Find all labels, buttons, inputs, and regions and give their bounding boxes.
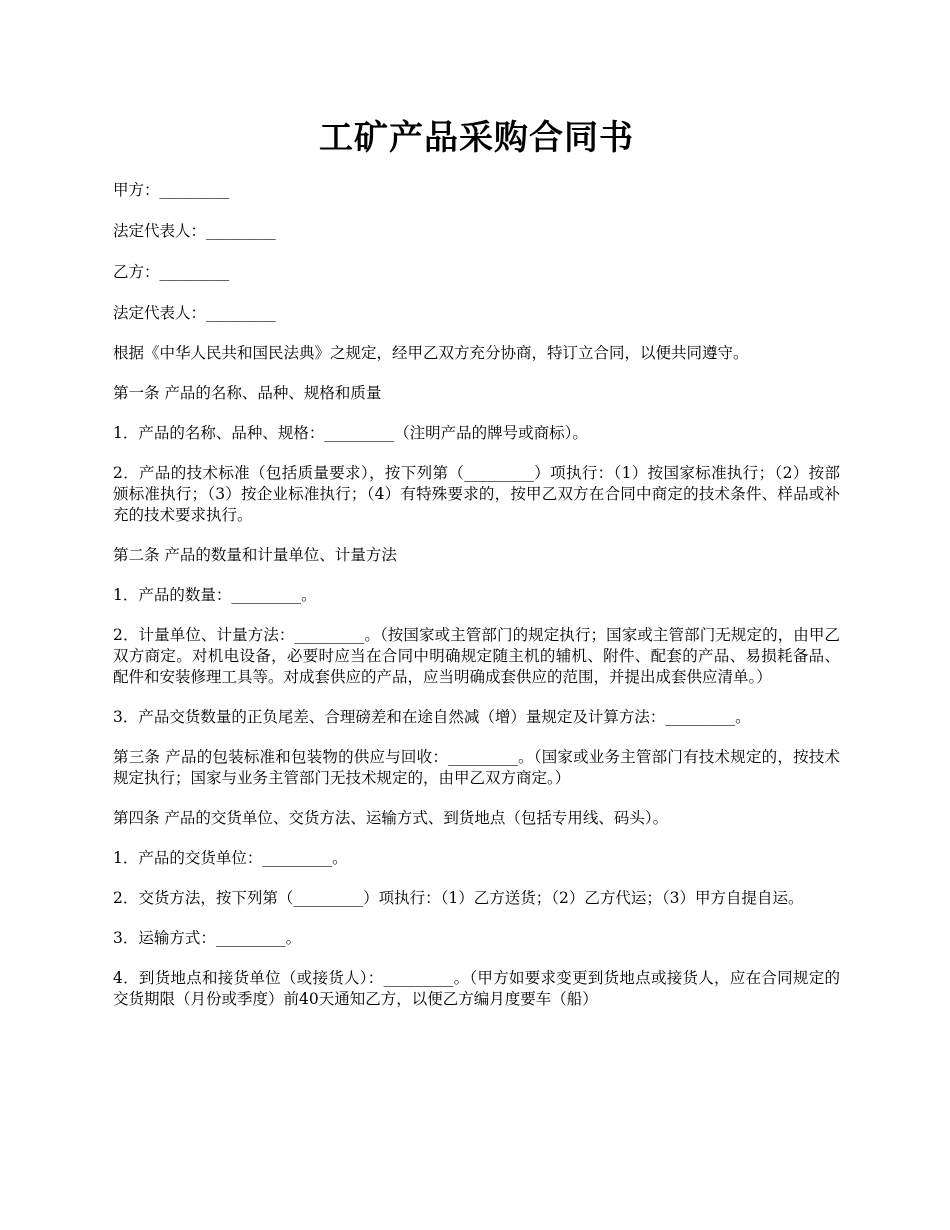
article-1-item-1: 1．产品的名称、品种、规格：_________（注明产品的牌号或商标）。 xyxy=(113,424,588,442)
party-b-representative-field: 法定代表人：_________ xyxy=(113,304,276,322)
article-4-item-2: 2．交货方法，按下列第（_________）项执行：（1）乙方送货；（2）乙方代运；（3）甲方自提自运。 xyxy=(113,889,804,907)
article-1-heading: 第一条 产品的名称、品种、规格和质量 xyxy=(113,384,382,402)
party-b-field: 乙方：_________ xyxy=(113,263,230,281)
article-4-item-3: 3．运输方式：_________。 xyxy=(113,929,302,947)
article-3-paragraph: 第三条 产品的包装标准和包装物的供应与回收：_________。（国家或业务主管部门有技术规定的，按技术规定执行；国家与业务主管部门无技术规定的，由甲乙双方商定。） xyxy=(113,748,840,787)
party-a-representative-field: 法定代表人：_________ xyxy=(113,222,276,240)
preamble-paragraph: 根据《中华人民共和国民法典》之规定，经甲乙双方充分协商，特订立合同，以便共同遵守。 xyxy=(113,344,749,362)
article-4-item-4: 4．到货地点和接货单位（或接货人）：_________。（甲方如要求变更到货地点或接货人，应在合同规定的交货期限（月份或季度）前40天通知乙方，以便乙方编月度要车（船） xyxy=(113,969,840,1008)
article-2-item-3: 3．产品交货数量的正负尾差、合理磅差和在途自然减（增）量规定及计算方法：_________。 xyxy=(113,708,751,726)
party-a-field: 甲方：_________ xyxy=(113,181,230,199)
article-2-heading: 第二条 产品的数量和计量单位、计量方法 xyxy=(113,546,397,564)
article-4-heading: 第四条 产品的交货单位、交货方法、运输方式、到货地点（包括专用线、码头）。 xyxy=(113,809,669,827)
article-1-item-2: 2．产品的技术标准（包括质量要求），按下列第（_________）项执行：（1）按国家标准执行；（2）按部颁标准执行；（3）按企业标准执行；（4）有特殊要求的，按甲乙双方在合同中商定的技术条件、样品或补充的技术要求执行。 xyxy=(113,464,840,524)
article-2-item-1: 1．产品的数量：_________。 xyxy=(113,586,317,604)
article-2-item-2: 2．计量单位、计量方法：_________。（按国家或主管部门的规定执行；国家或主管部门无规定的，由甲乙双方商定。对机电设备，必要时应当在合同中明确规定随主机的辅机、附件、配套的产品、易损耗备品、配件和安装修理工具等。对成套供应的产品，应当明确成套供应的范围，并提出成套供应清单。） xyxy=(113,626,840,686)
article-4-item-1: 1．产品的交货单位：_________。 xyxy=(113,849,348,867)
document-title: 工矿产品采购合同书 xyxy=(319,118,634,158)
